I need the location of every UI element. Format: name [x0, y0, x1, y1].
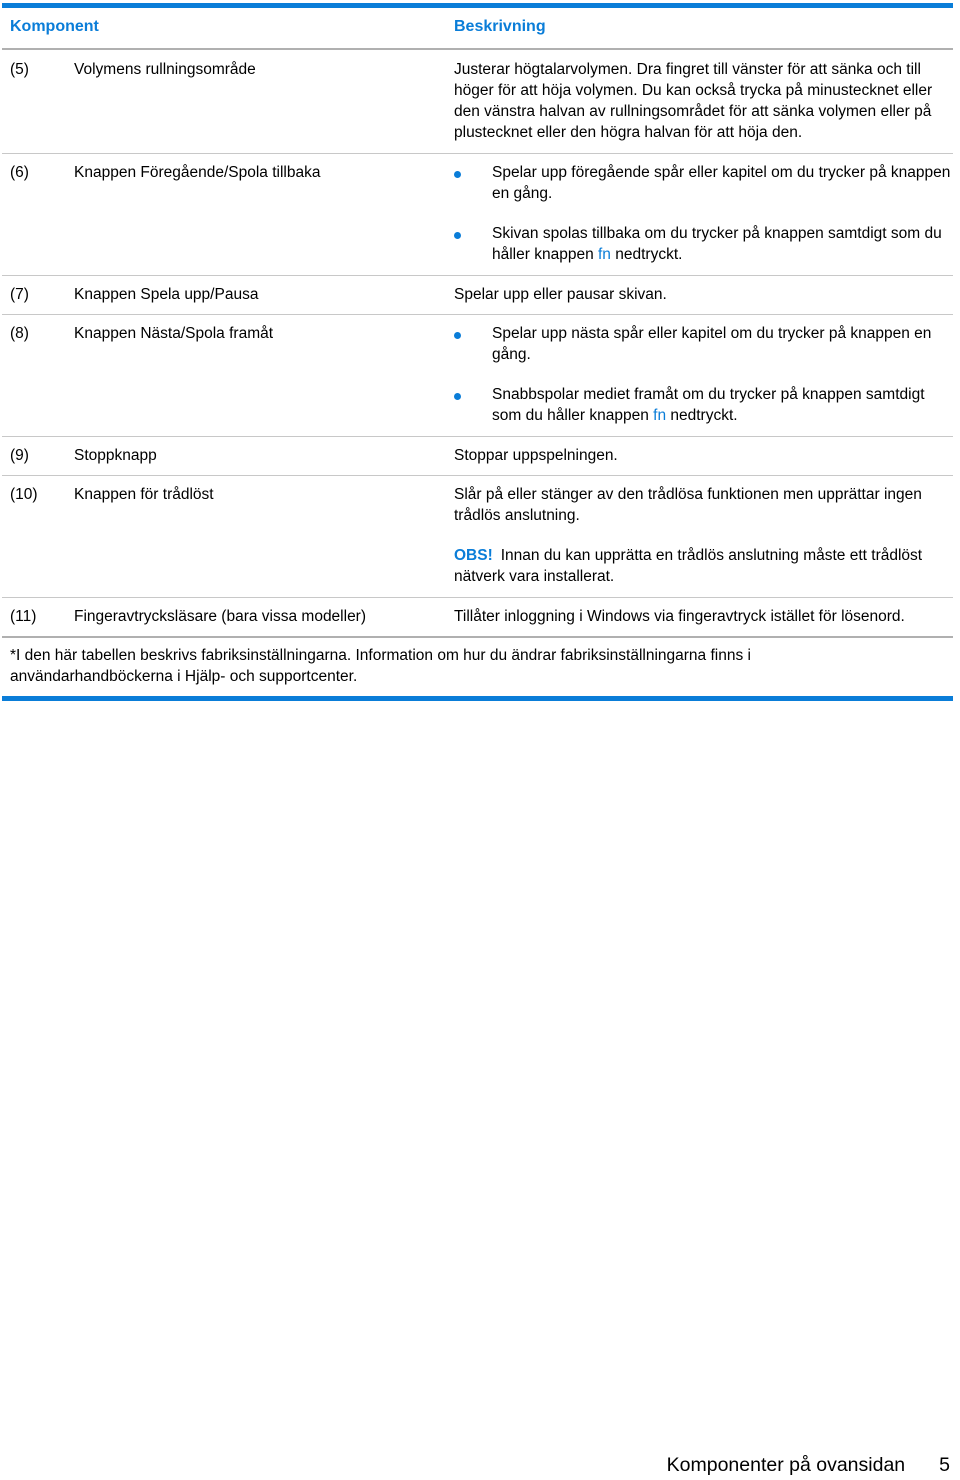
fn-key-label: fn [653, 407, 667, 424]
row-number: (8) [10, 325, 29, 342]
bullet-icon [454, 171, 461, 178]
bullet-text: Snabbspolar mediet framåt om du trycker på knappen samtdigt som du håller knappen [492, 386, 925, 424]
table-top-bar [2, 3, 953, 8]
row-component: Stoppknapp [74, 447, 157, 464]
row-description: Tillåter inloggning i Windows via fingeravtryck istället för lösenord. [454, 608, 905, 625]
note-label: OBS! [454, 547, 493, 564]
row-bullet: Spelar upp föregående spår eller kapitel om du trycker på knappen en gång. [492, 164, 951, 202]
row-description: Spelar upp eller pausar skivan. [454, 286, 667, 303]
row-description: Stoppar uppspelningen. [454, 447, 618, 464]
row-divider [2, 275, 953, 276]
row-bullet: Spelar upp nästa spår eller kapitel om du trycker på knappen en gång. [492, 325, 932, 363]
row-component: Knappen Spela upp/Pausa [74, 286, 259, 303]
row-component: Knappen för trådlöst [74, 486, 214, 503]
row-number: (9) [10, 447, 29, 464]
row-component: Knappen Nästa/Spola framåt [74, 325, 274, 342]
row-number: (5) [10, 61, 29, 78]
header-divider [2, 48, 953, 50]
page-number: 5 [939, 1454, 950, 1476]
row-description: Justerar högtalarvolymen. Dra fingret till vänster för att sänka och till höger för att höja volymen. Du kan också trycka på minustecknet eller den vänstra halvan av rullningsområdet för att sänka volymen eller på plustecknet eller den högra halvan för att höja den. [454, 61, 933, 141]
table-divider [2, 636, 953, 638]
row-bullet [492, 384, 952, 426]
row-divider [2, 597, 953, 598]
bullet-text: Skivan spolas tillbaka om du trycker på knappen samtdigt som du håller knappen [492, 225, 942, 263]
row-divider [2, 314, 953, 315]
row-divider [2, 475, 953, 476]
table-footnote: *I den här tabellen beskrivs fabriksinställningarna. Information om hur du ändrar fabriksinställningarna finns i användarhandböckerna i Hjälp- och supportcenter. [10, 647, 751, 685]
bullet-icon [454, 332, 461, 339]
page-footer [667, 1454, 950, 1477]
note-block [454, 545, 950, 587]
row-description: Slår på eller stänger av den trådlösa funktionen men upprättar ingen trådlös anslutning. [454, 486, 922, 524]
table-bottom-bar [2, 696, 953, 701]
row-number: (10) [10, 486, 38, 503]
column-header-description: Beskrivning [454, 18, 546, 35]
column-header-component: Komponent [10, 18, 99, 35]
row-bullet [492, 223, 952, 265]
bullet-text-end: nedtryckt. [666, 407, 738, 424]
row-number: (11) [10, 608, 37, 625]
row-divider [2, 436, 953, 437]
row-number: (7) [10, 286, 29, 303]
footer-section-title: Komponenter på ovansidan [666, 1454, 906, 1476]
note-text: Innan du kan upprätta en trådlös anslutning måste ett trådlöst nätverk vara installerat. [454, 547, 923, 585]
bullet-icon [454, 232, 461, 239]
row-number: (6) [10, 164, 29, 181]
row-component: Knappen Föregående/Spola tillbaka [74, 164, 321, 181]
row-component: Fingeravtrycksläsare (bara vissa modeller) [74, 608, 367, 625]
bullet-icon [454, 393, 461, 400]
row-divider [2, 153, 953, 154]
bullet-text-end: nedtryckt. [610, 246, 683, 263]
row-component: Volymens rullningsområde [74, 61, 256, 78]
fn-key-label: fn [598, 246, 611, 263]
